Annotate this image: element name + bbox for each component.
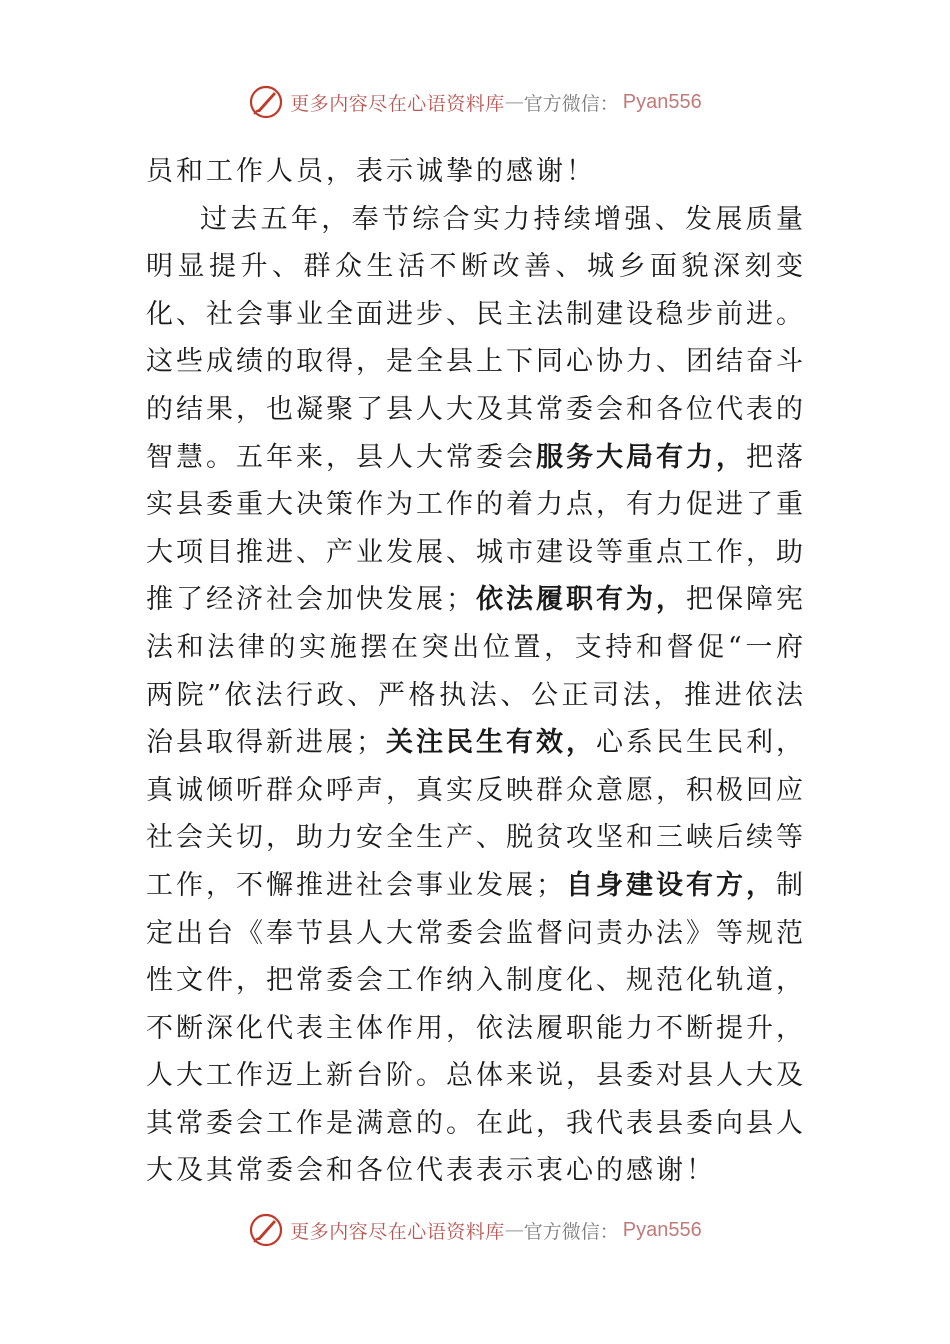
bold-heading-2: 依法履职有为， [476, 584, 686, 616]
text-segment: 过去五年，奉节综合实力持续增强、发展质量明显提升、群众生活不断改善、城乡面貌深刻变化、社会事业全面进步、民主法制建设稳步前进。这些成绩的取得，是全县上下同心协力、团结奋斗的结果，也凝聚了县人大及其常委会和各位代表的智慧。五年来，县人大常委会 [146, 203, 806, 473]
text-segment: 心系民生民利，真诚倾听群众呼声，真实反映群众意愿，积极回应社会关切，助力安全生产、脱贫攻坚和三峡后续等工作，不懈推进社会事业发展； [146, 727, 806, 901]
banner-wechat-label: 官方微信： [523, 92, 619, 115]
text-segment: 制定出台《奉节县人大常委会监督问责办法》等规范性文件，把常委会工作纳入制度化、规范化轨道，不断深化代表主体作用，依法履职能力不断提升，人大工作迈上新台阶。总体来说，县委对县人大及其常委会工作是满意的。在此，我代表县委向县人大及其常委会和各位代表表示衷心的感谢！ [146, 869, 806, 1187]
bold-heading-1: 服务大局有力， [536, 441, 746, 473]
quill-logo-icon [248, 1212, 284, 1248]
document-body [146, 148, 806, 1195]
bold-heading-3: 关注民生有效， [386, 727, 596, 759]
banner-wechat-id: Pyan556 [622, 90, 702, 113]
paragraph-continuation: 员和工作人员，表示诚挚的感谢！ [146, 156, 596, 187]
text-segment: 把保障宪法和法律的实施摆在突出位置，支持和督促“一府两院”依法行政、严格执法、公正司法，推进依法治县取得新进展； [146, 584, 806, 759]
bold-heading-4: 自身建设有方， [566, 869, 776, 901]
header-banner [0, 82, 950, 122]
banner-separator: — [504, 91, 524, 113]
text-segment: 把落实县委重大决策作为工作的着力点，有力促进了重大项目推进、产业发展、城市建设等重点工作，助推了经济社会加快发展； [146, 441, 806, 616]
paragraph-main [146, 196, 806, 1195]
banner-wechat-id: Pyan556 [622, 1218, 702, 1241]
footer-banner [0, 1210, 950, 1250]
banner-separator: — [504, 1219, 524, 1241]
banner-site-text: 更多内容尽在心语资料库 [290, 1220, 505, 1243]
quill-logo-icon [248, 84, 284, 120]
banner-site-text: 更多内容尽在心语资料库 [290, 92, 505, 115]
banner-wechat-label: 官方微信： [523, 1220, 619, 1243]
